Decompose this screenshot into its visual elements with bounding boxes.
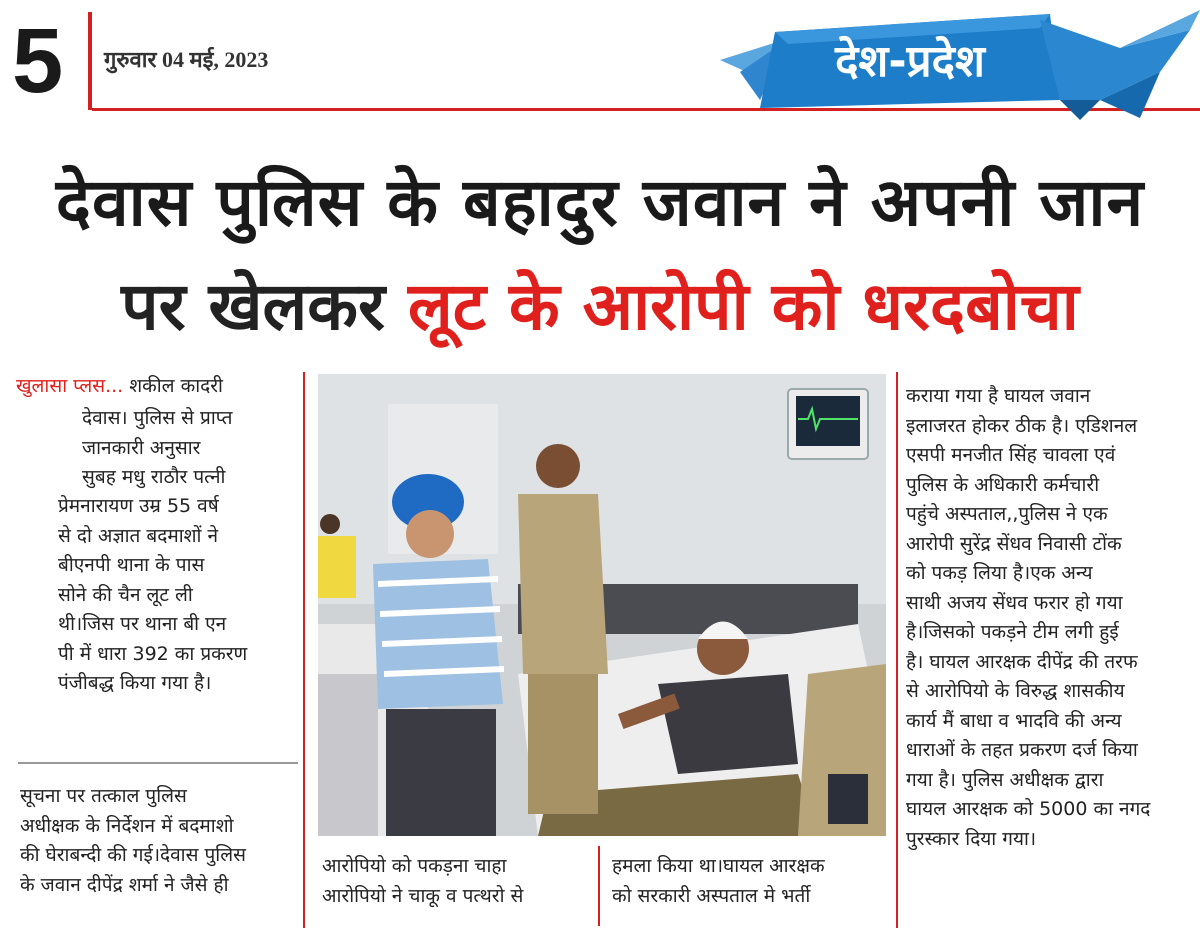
section-title: देश-प्रदेश <box>835 36 985 87</box>
column-rule-right <box>896 372 898 928</box>
text-line: के जवान दीपेंद्र शर्मा ने जैसे ही <box>20 873 229 896</box>
text-line: बीएनपी थाना के पास <box>58 554 205 576</box>
middle-col-a <box>322 852 584 911</box>
byline-tag: खुलासा प्लस... <box>16 375 124 397</box>
masthead-divider <box>88 12 92 110</box>
right-column <box>906 382 1188 854</box>
text-line: आरोपी सुरेंद्र सेंधव निवासी टोंक <box>906 532 1122 555</box>
text-line: प्रेमनारायण उम्र 55 वर्ष <box>58 495 219 517</box>
text-line: है। घायल आरक्षक दीपेंद्र की तरफ <box>906 650 1138 673</box>
text-line: सोने की चैन लूट ली <box>58 583 193 606</box>
headline-line-2-black: पर खेलकर <box>121 268 408 345</box>
page-number: 5 <box>12 10 64 112</box>
text-line: जानकारी अनुसार <box>82 436 201 459</box>
text-line: गया है। पुलिस अधीक्षक द्वारा <box>906 768 1104 791</box>
text-line: पंजीबद्ध किया गया है। <box>58 672 212 694</box>
text-line: पुरस्कार दिया गया। <box>906 827 1037 850</box>
paragraph-divider <box>18 762 298 764</box>
headline-line-1: देवास पुलिस के बहादुर जवान ने अपनी जान <box>55 164 1145 241</box>
headline-line-2-red: लूट के आरोपी को धरदबोचा <box>407 268 1079 345</box>
text-line: से दो अज्ञात बदमाशों ने <box>58 524 219 547</box>
text-line: कराया गया है घायल जवान <box>906 385 1091 407</box>
text-line: पहुंचे अस्पताल,,पुलिस ने एक <box>906 503 1108 525</box>
text-line: घायल आरक्षक को 5000 का नगद <box>906 798 1151 820</box>
text-line: है।जिसको पकड़ने टीम लगी हुई <box>906 621 1119 643</box>
text-line: कार्य मैं बाधा व भादवि की अन्य <box>906 709 1122 732</box>
text-line: से आरोपियो के विरुद्ध शासकीय <box>906 680 1125 702</box>
text-line: पुलिस के अधिकारी कर्मचारी <box>906 473 1100 496</box>
byline-author: शकील कादरी <box>123 375 223 397</box>
text-line: थी।जिस पर थाना बी एन <box>58 613 227 635</box>
text-line: अधीक्षक के निर्देशन में बदमाशो <box>20 814 234 837</box>
left-para-1 <box>82 404 282 493</box>
hospital-scene-photo <box>318 374 886 836</box>
text-line: सुबह मधु राठौर पत्नी <box>82 466 226 488</box>
text-line: एसपी मनजीत सिंह चावला एवं <box>906 444 1116 466</box>
text-line: हमला किया था।घायल आरक्षक <box>612 855 825 877</box>
text-line: आरोपियो को पकड़ना चाहा <box>322 855 507 877</box>
left-para-1-cont <box>58 492 302 699</box>
text-line: की घेराबन्दी की गई।देवास पुलिस <box>20 844 246 866</box>
text-line: सूचना पर तत्काल पुलिस <box>20 785 187 807</box>
byline <box>16 372 306 402</box>
issue-date: गुरुवार 04 मई, 2023 <box>104 47 269 72</box>
column-rule-middle <box>598 846 600 926</box>
text-line: पी में धारा 392 का प्रकरण <box>58 642 248 665</box>
text-line: इलाजरत होकर ठीक है। एडिशनल <box>906 414 1138 437</box>
text-line: धाराओं के तहत प्रकरण दर्ज किया <box>906 739 1138 761</box>
text-line: को पकड़ लिया है।एक अन्य <box>906 562 1093 584</box>
text-line: साथी अजय सेंधव फरार हो गया <box>906 591 1123 614</box>
left-para-2 <box>20 782 302 900</box>
text-line: आरोपियो ने चाकू व पत्थरो से <box>322 884 524 907</box>
column-rule-left <box>303 372 305 928</box>
text-line: देवास। पुलिस से प्राप्त <box>82 407 233 429</box>
headline-line-2 <box>0 262 1200 352</box>
middle-col-b <box>612 852 890 911</box>
text-line: को सरकारी अस्पताल मे भर्ती <box>612 884 811 907</box>
